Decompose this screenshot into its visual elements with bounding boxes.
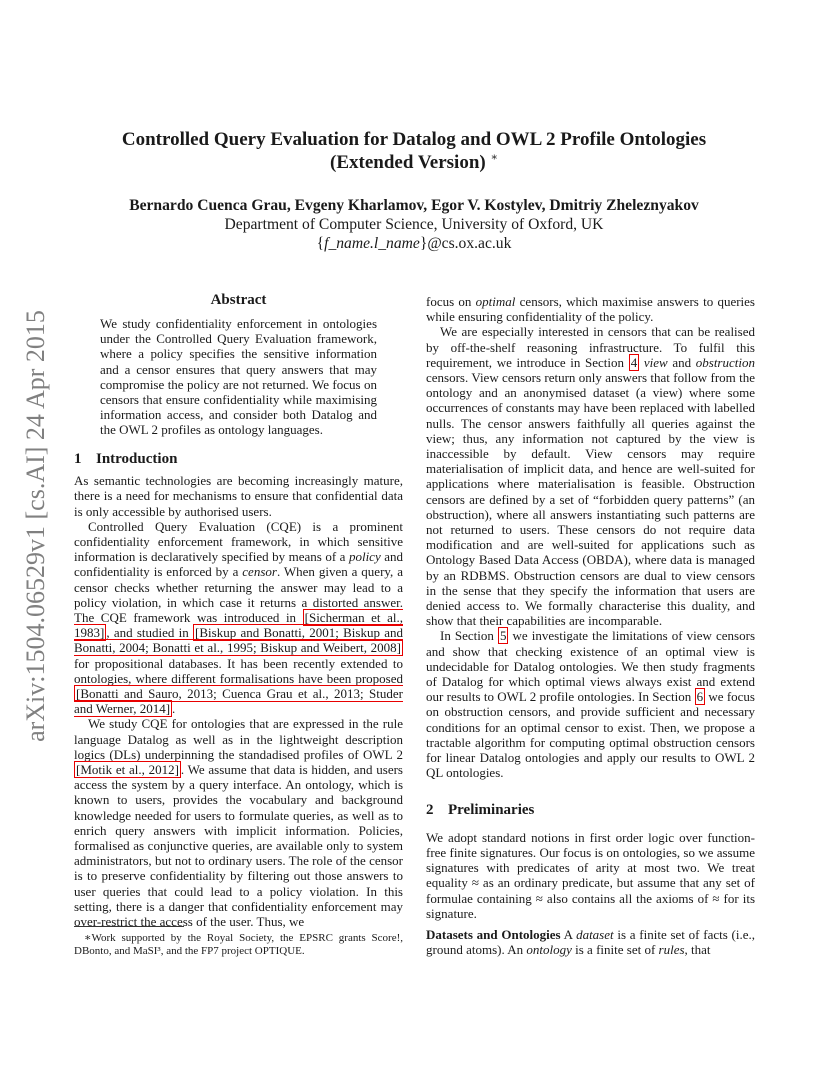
footnote-text: ∗Work supported by the Royal Society, the EPSRC grants Score!, DBonto, and MaSI³, and the FP7 project OPTIQUE. bbox=[74, 932, 403, 957]
arxiv-sidebar bbox=[0, 0, 60, 1072]
affiliation: Department of Computer Science, University of Oxford, UK bbox=[224, 216, 604, 233]
citation-link[interactable]: [Sicherman et al., 1983] bbox=[74, 610, 403, 641]
citation-link[interactable]: [Bonatti and Sauro, 2013; Cuenca Grau et al., 2013; Studer and Werner, 2014] bbox=[74, 686, 403, 717]
right-paragraph-3: In Section 5 we investigate the limitations of view censors and show that checking existence of an optimal view is undecidable for Datalog ontologies. We then study fragments of Datalog for which optimal views always exist and extend our results to OWL 2 profile ontologies. In Section 6 we focus on obstruction censors, and provide sufficient and necessary conditions for an optimal censor to exist. Then, we propose a tractable algorithm for computing optimal obstruction censors for linear Datalog ontologies and apply our results to OWL 2 QL ontologies. bbox=[426, 628, 755, 781]
right-paragraph-1: focus on optimal censors, which maximise answers to queries while ensuring confidentiality of the policy. bbox=[426, 294, 755, 325]
title-line-2: (Extended Version) ∗ bbox=[330, 151, 498, 173]
author-list: Bernardo Cuenca Grau, Evgeny Kharlamov, Egor V. Kostylev, Dmitriy Zheleznyakov bbox=[129, 197, 699, 214]
section-ref-link[interactable]: 6 bbox=[696, 689, 704, 705]
email-pattern: {f_name.l_name}@cs.ox.ac.uk bbox=[316, 235, 512, 252]
footnote-divider bbox=[74, 926, 184, 927]
preliminaries-paragraph-1: We adopt standard notions in first order logic over function-free finite signatures. Our focus is on ontologies, so we assume signatures with predicates of arity at most two. We treat equality ≈ as an ordinary predicate, but assume that any set of formulae containing ≈ also contains all the axioms of ≈ for its signature. bbox=[426, 829, 755, 921]
intro-paragraph-1: As semantic technologies are becoming increasingly mature, there is a need for mechanisms to ensure that confidential data is only accessible by authorised users. bbox=[74, 473, 403, 519]
intro-paragraph-2: Controlled Query Evaluation (CQE) is a prominent confidentiality enforcement framework, in which sensitive information is declaratively specified by means of a policy and confidentiality is enforced by a censor. When given a query, a censor checks whether returning the answer may lead to a policy violation, in which case it returns a distorted answer. The CQE framework was introduced in [Sicherman et al., 1983] , and studied in [Biskup and Bonatti, 2001; Biskup and Bonatti, 2004; Bonatti et al., 1995; Biskup and Weibert, 2008] for propositional databases. It has been recently extended to ontologies, where different formalisations have been proposed [Bonatti and Sauro, 2013; Cuenca Grau et al., 2013; Studer and Werner, 2014] . bbox=[74, 518, 403, 717]
introduction-section bbox=[74, 452, 403, 929]
right-column bbox=[426, 294, 755, 957]
section-ref-link[interactable]: 5 bbox=[499, 628, 507, 644]
section-heading-preliminaries: 2 Preliminaries bbox=[426, 801, 535, 818]
arxiv-identifier: arXiv:1504.06529v1 [cs.AI] 24 Apr 2015 bbox=[21, 310, 50, 742]
citation-link[interactable]: [Biskup and Bonatti, 2001; Biskup and Bonatti, 2004; Bonatti et al., 1995; Biskup and Weibert, 2008] bbox=[74, 625, 403, 656]
right-paragraph-2: We are especially interested in censors that can be realised by off-the-shelf reasoning infrastructure. To fulfil this requirement, we introduce in Section 4 view and obstruction censors. View censors return only answers that follow from the ontology and an anonymised dataset (a view) where some occurrences of constants may have been replaced with labelled nulls. The censor answers faithfully all queries against the view; thus, any information not captured by the view is inaccessible by default. View censors may require materialisation of implicit data, and hence are well-suited for applications where materialisation is feasible. Obstruction censors are defined by a set of “forbidden query patterns” (an obstruction), where all answers instantiating such patterns are not returned to users. These censors do not require data modification and are well-suited for applications such as Ontology Based Data Access (OBDA), where data is managed by an RDBMS. Obstruction censors are dual to view censors in the sense that they specify the information that users are denied access to. We formally characterise this duality, and show that their capabilities are incomparable. bbox=[426, 324, 755, 629]
title-line-1: Controlled Query Evaluation for Datalog and OWL 2 Profile Ontologies bbox=[121, 129, 707, 150]
citation-link[interactable]: [Motik et al., 2012] bbox=[76, 762, 179, 778]
abstract-text: We study confidentiality enforcement in ontologies under the Controlled Query Evaluation framework, where a policy specifies the sensitive information and a censor ensures that query answers that may compromise the policy are not returned. We focus on censors that ensure confidentiality while maximising information access, and consider both Datalog and the OWL 2 profiles as ontology languages. bbox=[100, 316, 377, 438]
section-ref-link[interactable]: 4 bbox=[630, 354, 638, 370]
abstract-heading: Abstract bbox=[210, 292, 267, 308]
footnote bbox=[74, 932, 403, 958]
section-heading-introduction: 1 Introduction bbox=[74, 451, 178, 467]
datasets-ontologies-paragraph: Datasets and Ontologies A dataset is a finite set of facts (i.e., ground atoms). An ontology is a finite set of rules, that bbox=[426, 926, 755, 958]
intro-paragraph-3: We study CQE for ontologies that are expressed in the rule language Datalog as well as in the lightweight description logics (DLs) underpinning the standadised profiles of OWL 2 [Motik et al., 2012] . We assume that data is hidden, and users access the system by a query interface. An ontology, which is known to users, provides the vocabulary and background knowledge needed for users to formulate queries, as well as to enrich query answers with implicit information. Policies, formalised as conjunctive queries, are available only to system administrators, but not to ordinary users. The role of the censor is to preserve confidentiality by filtering out those answers to user queries that could lead to a policy violation. In this setting, there is a danger that confidentiality enforcement may over-restrict the access of the user. Thus, we bbox=[74, 716, 403, 930]
title-footnote-mark: ∗ bbox=[490, 151, 498, 164]
paper-title bbox=[60, 128, 768, 174]
